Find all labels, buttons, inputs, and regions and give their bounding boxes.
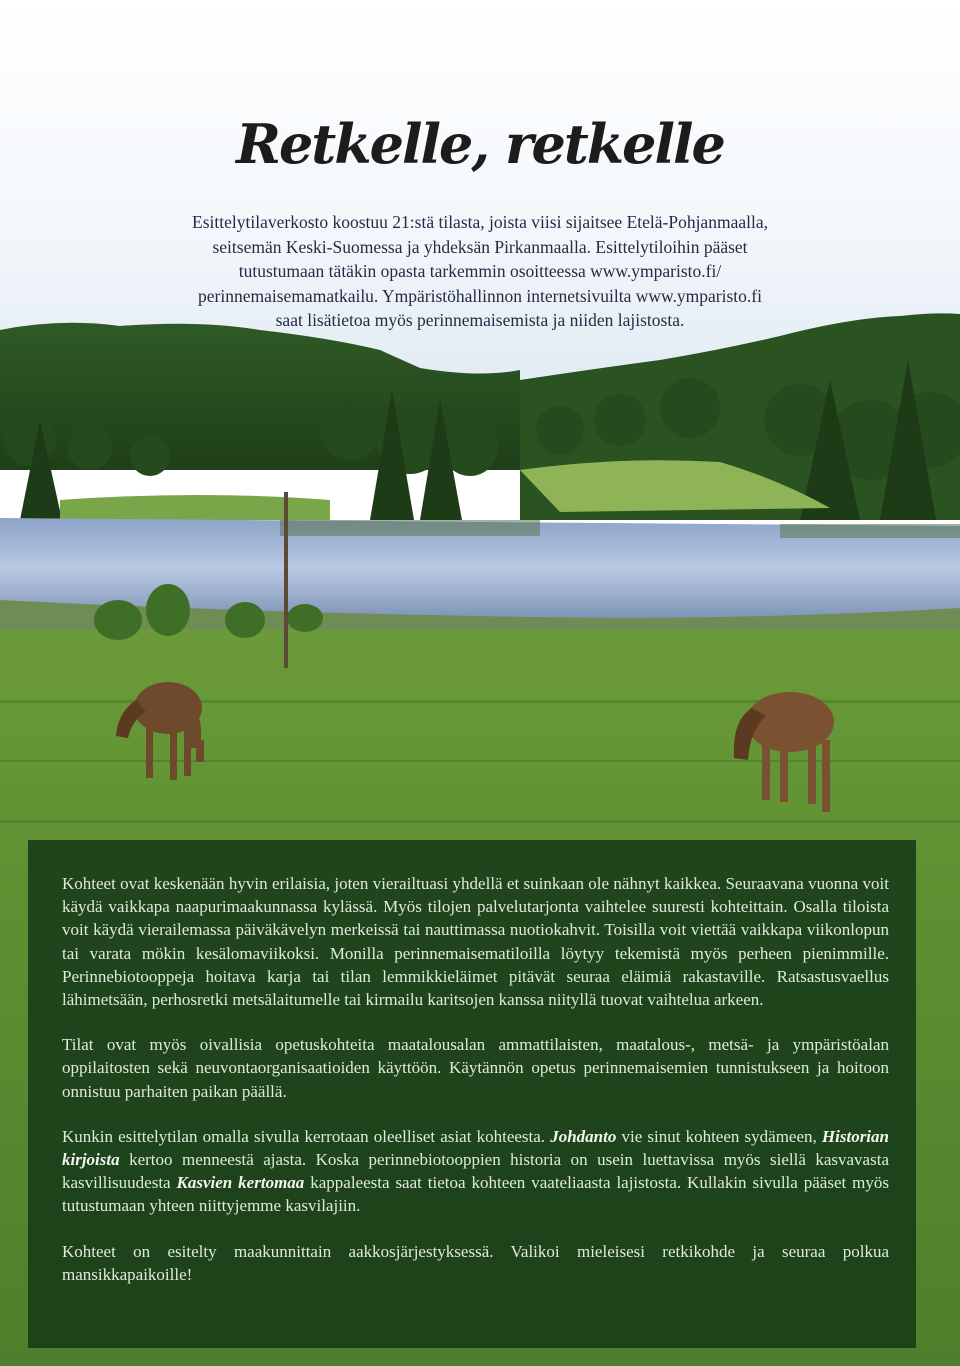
paragraph-3 <box>62 1125 889 1218</box>
highlight-johdanto: Johdanto <box>550 1126 617 1146</box>
intro-paragraph <box>150 210 810 333</box>
paragraph-1: Kohteet ovat keskenään hyvin erilaisia, joten vierailtuasi yhdellä et suinkaan ole nähnyt kaikkea. Seuraavana vuonna voit käydä vaikkapa naapurimaakunnassa kylässä. Myös tilojen palvelutarjonta vaihtelee suuresti kohteittain. Osalla tiloista voit käydä vierailemassa päiväkävelyn merkeissä tai nauttimassa nuotiokahvit. Toisilla voit viettää vaikkapa viikonlopun tai varata mökin kesälomaviikoksi. Monilla perinnemaisematiloilla löytyy tekemistä myös perheen pienimmille. Perinnebiotooppeja hoitava karja tai tilan lemmikkieläimet pitävät seuraa eläimiä rakastaville. Ratsastusvaellus lähimetsään, perhosretki metsälaitumelle tai kirmailu karitsojen kanssa niityllä tuovat vaihtelua arkeen. <box>62 874 889 1010</box>
paragraph-2: Tilat ovat myös oivallisia opetuskohteita maatalousalan ammattilaisten, maatalous-, metsä- ja ympäristöalan oppilaitosten sekä neuvontaorganisaatioiden käyttöön. Käytännön opetus perinnemaisemien tunnistukseen ja hoitoon onnistuu parhaiten paikan päällä. <box>62 1035 889 1101</box>
intro-line: seitsemän Keski-Suomessa ja yhdeksän Pirkanmaalla. Esittelytiloihin pääset <box>212 236 748 257</box>
intro-line: saat lisätietoa myös perinnemaisemista ja niiden lajistosta. <box>275 310 685 330</box>
intro-line: perinnemaisemamatkailu. Ympäristöhallinnon internetsivuilta www.ymparisto.fi <box>198 285 762 306</box>
paragraph-3-text: kertoo menneestä ajasta. Koska perinnebiotooppien historia on usein luettavissa myös siellä kasvavasta kasvillisuudesta <box>62 1150 889 1193</box>
text-panel <box>28 840 916 1348</box>
body-text <box>62 872 889 1308</box>
paragraph-3-text: kappaleesta saat tietoa kohteen vaateliaasta lajistosta. Kullakin sivulla pääset myös tutustumaan yhteen niittyjemme kasvilajiin. <box>62 1173 889 1216</box>
far-field <box>60 495 330 520</box>
paragraph-4: Kohteet on esitelty maakunnittain aakkosjärjestyksessä. Valikoi mieleisesi retkikohde ja seuraa polkua mansikkapaikoille! <box>62 1241 889 1284</box>
utility-pole <box>284 492 288 668</box>
intro-line: tutustumaan tätäkin opasta tarkemmin osoitteessa www.ymparisto.fi/ <box>238 261 722 281</box>
intro-line: Esittelytilaverkosto koostuu 21:stä tilasta, joista viisi sijaitsee Etelä-Pohjanmaalla, <box>192 212 768 232</box>
highlight-historian-kirjoista: Historian kirjoista <box>62 1126 889 1170</box>
paragraph-3-text: vie sinut kohteen sydämeen, <box>616 1126 822 1146</box>
paragraph-3-text: Kunkin esittelytilan omalla sivulla kerrotaan oleelliset asiat kohteesta. <box>62 1126 551 1146</box>
highlight-kasvien-kertomaa: Kasvien kertomaa <box>176 1173 305 1193</box>
page-title: Retkelle, retkelle <box>236 112 724 176</box>
